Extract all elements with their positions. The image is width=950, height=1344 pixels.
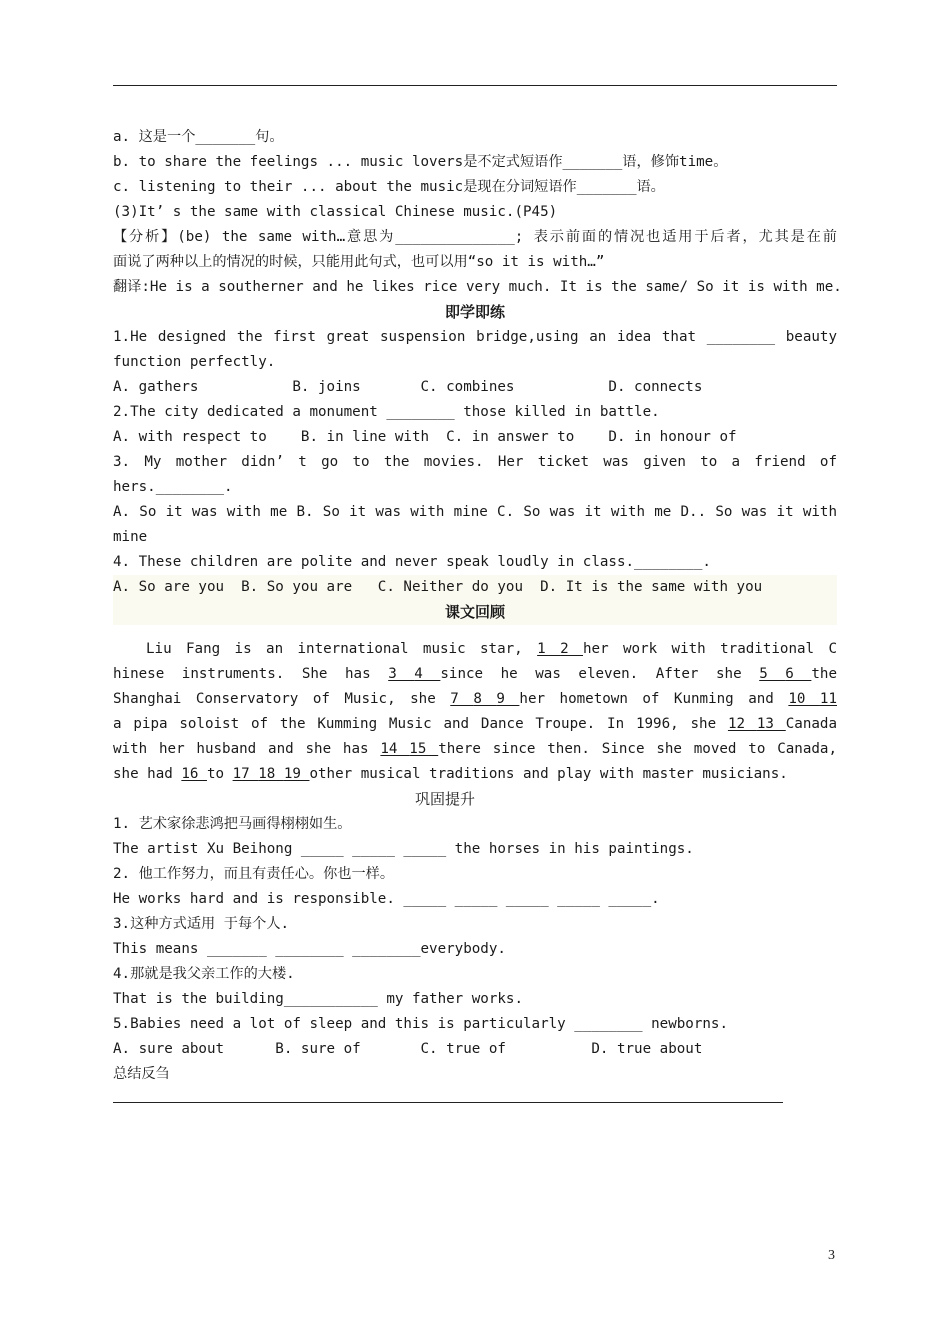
blank-19: 19	[283, 766, 310, 782]
consolidate-q5: 5.Babies need a lot of sleep and this is particularly ________ newborns.	[113, 1016, 728, 1032]
blank-16: 16	[181, 766, 207, 782]
page-content	[113, 125, 842, 1087]
consolidate-q3-zh: 3.这种方式适用 于每个人.	[113, 916, 290, 932]
blank-14: 14	[380, 741, 410, 757]
blank-2: 2	[560, 641, 583, 657]
blank-17: 17	[232, 766, 259, 782]
consolidate-q1-en: The artist Xu Beihong _____ _____ _____ the horses in his paintings.	[113, 841, 694, 857]
summary-label: 总结反刍	[113, 1066, 170, 1082]
practice-q3-options: A. So it was with me B. So it was with mine C. So was it with me D.. So was it with	[113, 504, 837, 520]
blank-9: 9	[496, 691, 520, 707]
summary-rule	[113, 1102, 783, 1103]
practice-q1-line1: 1.He designed the first great suspension bridge,using an idea that ________ beauty	[113, 329, 837, 345]
section-title-review: 课文回顾	[113, 600, 837, 625]
blank-6: 6	[785, 666, 812, 682]
blank-8: 8	[473, 691, 497, 707]
note-line-a: a. 这是一个_______句。	[113, 129, 284, 145]
consolidate-q3-en: This means _______ ________ ________everybody.	[113, 941, 506, 957]
passage-line-1: Liu Fang is an international music star, 1 2 her work with traditional C	[146, 641, 837, 657]
section-title-practice: 即学即练	[444, 303, 505, 321]
analysis-line-1: 【分析】(be) the same with…意思为______________; 表示前面的情况也适用于后者，尤其是在前	[113, 229, 837, 245]
practice-q3-line2: hers.________.	[113, 479, 233, 495]
practice-q1-options: A. gathers B. joins C. combines D. connects	[113, 379, 703, 395]
header-rule	[113, 85, 837, 86]
note-line-3: (3)It’ s the same with classical Chinese music.(P45)	[113, 204, 558, 220]
consolidate-q4-en: That is the building___________ my father works.	[113, 991, 523, 1007]
blank-4: 4	[414, 666, 441, 682]
passage-line-2: hinese instruments. She has 3 4 since he was eleven. After she 5 6 the	[113, 666, 837, 682]
passage-line-5: with her husband and she has 14 15 there since then. Since she moved to Canada,	[113, 741, 837, 757]
practice-q4: 4. These children are polite and never speak loudly in class.________.	[113, 554, 711, 570]
consolidate-q5-options: A. sure about B. sure of C. true of D. true about	[113, 1041, 703, 1057]
blank-3: 3	[388, 666, 415, 682]
blank-1: 1	[537, 641, 561, 657]
translation-line: 翻译:He is a southerner and he likes rice very much. It is the same/ So it is with me.	[113, 279, 842, 295]
practice-q4-options: A. So are you B. So you are C. Neither do you D. It is the same with you	[113, 575, 837, 600]
note-line-b: b. to share the feelings ... music lovers是不定式短语作_______语，修饰time。	[113, 154, 728, 170]
passage-line-6: she had 16 to 17 18 19 other musical traditions and play with master musicians.	[113, 766, 788, 782]
consolidate-q2-zh: 2. 他工作努力，而且有责任心。你也一样。	[113, 866, 395, 882]
blank-7: 7	[450, 691, 474, 707]
note-line-c: c. listening to their ... about the music是现在分词短语作_______语。	[113, 179, 665, 195]
consolidate-q2-en: He works hard and is responsible. _____ _____ _____ _____ _____.	[113, 891, 660, 907]
blank-18: 18	[258, 766, 284, 782]
consolidate-q4-zh: 4.那就是我父亲工作的大楼.	[113, 966, 295, 982]
blank-11: 11	[819, 691, 837, 707]
blank-5: 5	[759, 666, 786, 682]
practice-q2-options: A. with respect to B. in line with C. in answer to D. in honour of	[113, 429, 737, 445]
analysis-line-2: 面说了两种以上的情况的时候，只能用此句式，也可以用“so it is with…”	[113, 254, 605, 270]
blank-12: 12	[727, 716, 757, 732]
section-title-consolidate: 巩固提升	[414, 790, 475, 808]
practice-q3-line1: 3. My mother didn’ t go to the movies. Her ticket was given to a friend of	[113, 454, 837, 470]
practice-q2: 2.The city dedicated a monument ________ those killed in battle.	[113, 404, 660, 420]
blank-10: 10	[788, 691, 820, 707]
page-number: 3	[828, 1248, 835, 1263]
consolidate-q1-zh: 1. 艺术家徐悲鸿把马画得栩栩如生。	[113, 816, 352, 832]
passage-line-4: a pipa soloist of the Kumming Music and Dance Troupe. In 1996, she 12 13 Canada	[113, 716, 837, 732]
blank-15: 15	[409, 741, 439, 757]
practice-q3-options-cont: mine	[113, 529, 148, 545]
passage-line-3: Shanghai Conservatory of Music, she 7 8 9 her hometown of Kunming and 10 11	[113, 691, 837, 707]
practice-q1-line2: function perfectly.	[113, 354, 276, 370]
blank-13: 13	[756, 716, 786, 732]
